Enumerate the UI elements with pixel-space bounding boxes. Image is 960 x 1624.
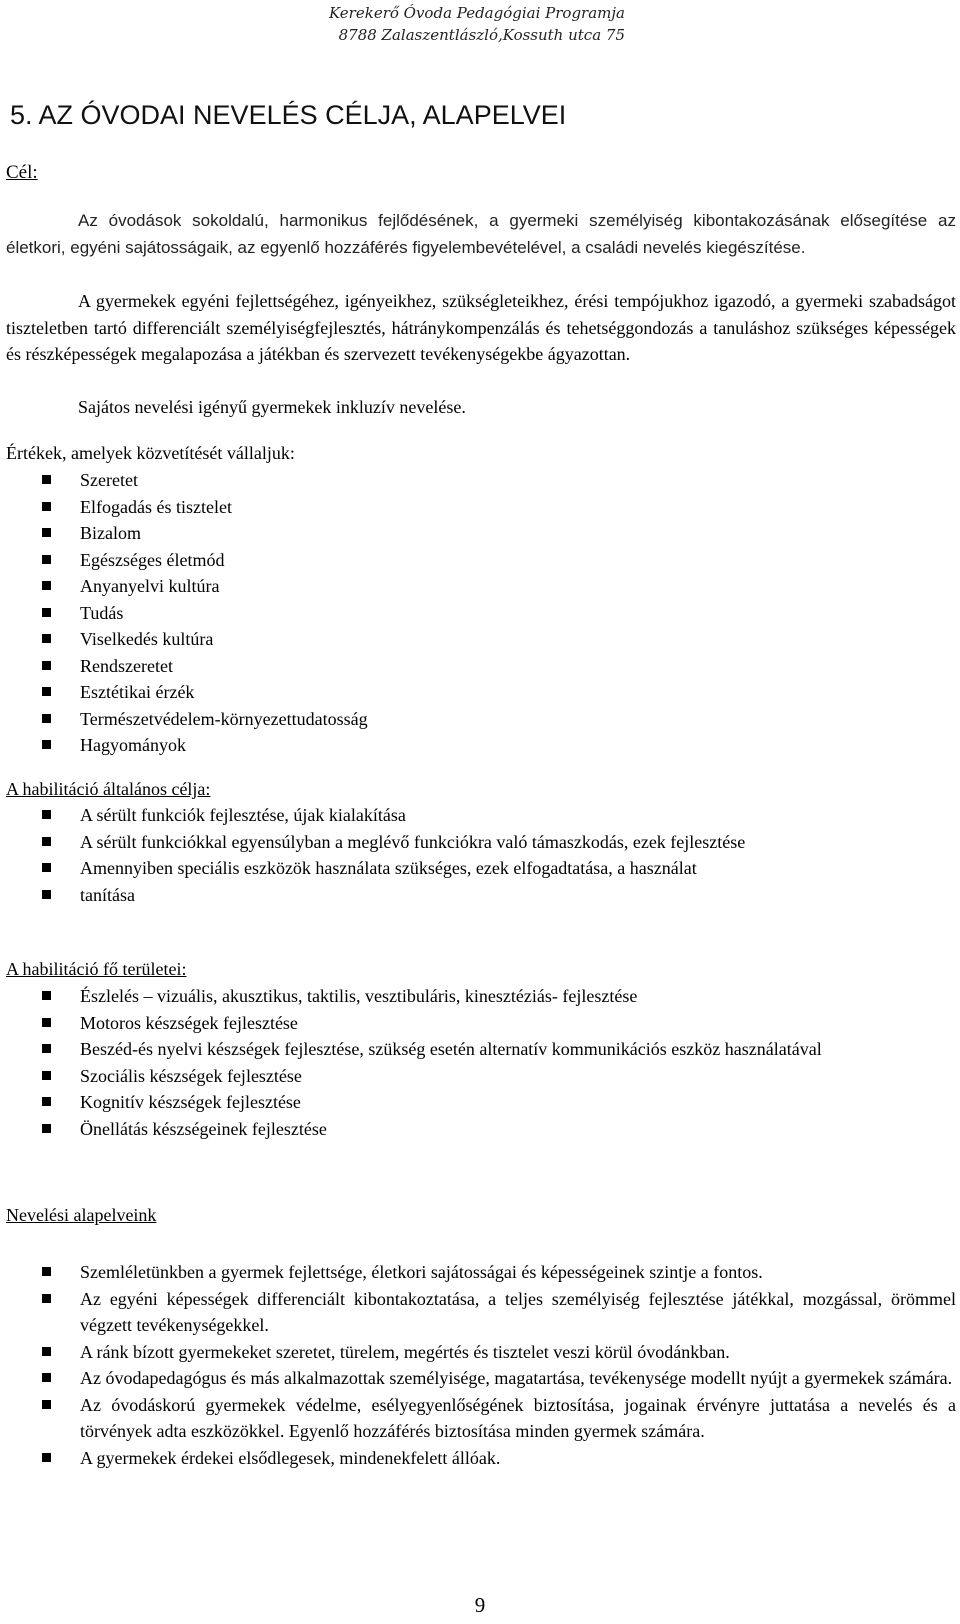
- list-item: Viselkedés kultúra: [0, 626, 956, 653]
- values-list: [0, 467, 956, 759]
- list-item: Egészséges életmód: [0, 547, 956, 574]
- habilitation-areas-list: [0, 983, 956, 1142]
- goal-paragraph-3: Sajátos nevelési igényű gyermekek inkluzív nevelése.: [78, 397, 466, 417]
- list-item: Beszéd-és nyelvi készségek fejlesztése, szükség esetén alternatív kommunikációs eszköz használatával: [0, 1036, 956, 1063]
- list-item: tanítása: [0, 882, 956, 909]
- habilitation-areas-heading: A habilitáció fő területei:: [6, 959, 187, 979]
- list-item: Észlelés – vizuális, akusztikus, taktilis, vesztibuláris, kinesztéziás- fejlesztése: [0, 983, 956, 1010]
- list-item: Az óvodáskorú gyermekek védelme, esélyegyenlőségének biztosítása, jogainak érvényre juttatása a nevelés és a törvények adta eszközökkel. Egyenlő hozzáférés biztosítása minden gyermek számára.: [0, 1392, 956, 1445]
- goal-paragraph-1: Az óvodások sokoldalú, harmonikus fejlődésének, a gyermeki személyiség kibontakozásának elősegítése az életkori, egyéni sajátosságaik, az egyenlő hozzáférés figyelembevételével, a családi nevelés kiegészítése.: [6, 211, 956, 257]
- habilitation-goal-heading: A habilitáció általános célja:: [6, 779, 211, 799]
- list-item: Hagyományok: [0, 732, 956, 759]
- list-item: Motoros készségek fejlesztése: [0, 1010, 956, 1037]
- header-line-2: 8788 Zalaszentlászló,Kossuth utca 75: [338, 26, 625, 44]
- page-title: 5. AZ ÓVODAI NEVELÉS CÉLJA, ALAPELVEI: [10, 100, 567, 130]
- list-item: Az egyéni képességek differenciált kibontakoztatása, a teljes személyiség fejlesztése játékkal, mozgással, örömmel végzett tevékenységekkel.: [0, 1286, 956, 1339]
- list-item: Esztétikai érzék: [0, 679, 956, 706]
- header-line-1: Kerekerő Óvoda Pedagógiai Programja: [329, 4, 625, 22]
- principles-heading: Nevelési alapelveink: [6, 1205, 157, 1225]
- goal-paragraph-2: A gyermekek egyéni fejlettségéhez, igényeikhez, szükségleteikhez, érési tempójukhoz igazodó, a gyermeki szabadságot tiszteletben tartó differenciált személyiségfejlesztés, hátránykompenzálás és tehetséggondozás a tanuláshoz szükséges képességek és részképességek megalapozása a játékban és szervezett tevékenységekbe ágyazottan.: [6, 291, 956, 364]
- page-number: 9: [474, 1593, 486, 1617]
- list-item: Bizalom: [0, 520, 956, 547]
- list-item: Anyanyelvi kultúra: [0, 573, 956, 600]
- list-item: Rendszeretet: [0, 653, 956, 680]
- list-item: A ránk bízott gyermekeket szeretet, türelem, megértés és tisztelet veszi körül óvodánkban.: [0, 1339, 956, 1366]
- list-item: Tudás: [0, 600, 956, 627]
- list-item: A gyermekek érdekei elsődlegesek, mindenekfelett állóak.: [0, 1445, 956, 1472]
- list-item: Természetvédelem-környezettudatosság: [0, 706, 956, 733]
- list-item: Szemléletünkben a gyermek fejlettsége, életkori sajátosságai és képességeinek szintje a fontos.: [0, 1259, 956, 1286]
- list-item: Önellátás készségeinek fejlesztése: [0, 1116, 956, 1143]
- list-item: Az óvodapedagógus és más alkalmazottak személyisége, magatartása, tevékenysége modellt nyújt a gyermekek számára.: [0, 1365, 956, 1392]
- values-heading: Értékek, amelyek közvetítését vállaljuk:: [6, 443, 295, 463]
- list-item: Amennyiben speciális eszközök használata szükséges, ezek elfogadtatása, a használat: [0, 855, 956, 882]
- principles-list: [0, 1259, 956, 1471]
- goal-label: Cél:: [6, 162, 38, 183]
- list-item: A sérült funkciók fejlesztése, újak kialakítása: [0, 802, 956, 829]
- list-item: Elfogadás és tisztelet: [0, 494, 956, 521]
- list-item: Szeretet: [0, 467, 956, 494]
- list-item: A sérült funkciókkal egyensúlyban a meglévő funkciókra való támaszkodás, ezek fejlesztése: [0, 829, 956, 856]
- list-item: Kognitív készségek fejlesztése: [0, 1089, 956, 1116]
- habilitation-goal-list: [0, 802, 956, 908]
- list-item: Szociális készségek fejlesztése: [0, 1063, 956, 1090]
